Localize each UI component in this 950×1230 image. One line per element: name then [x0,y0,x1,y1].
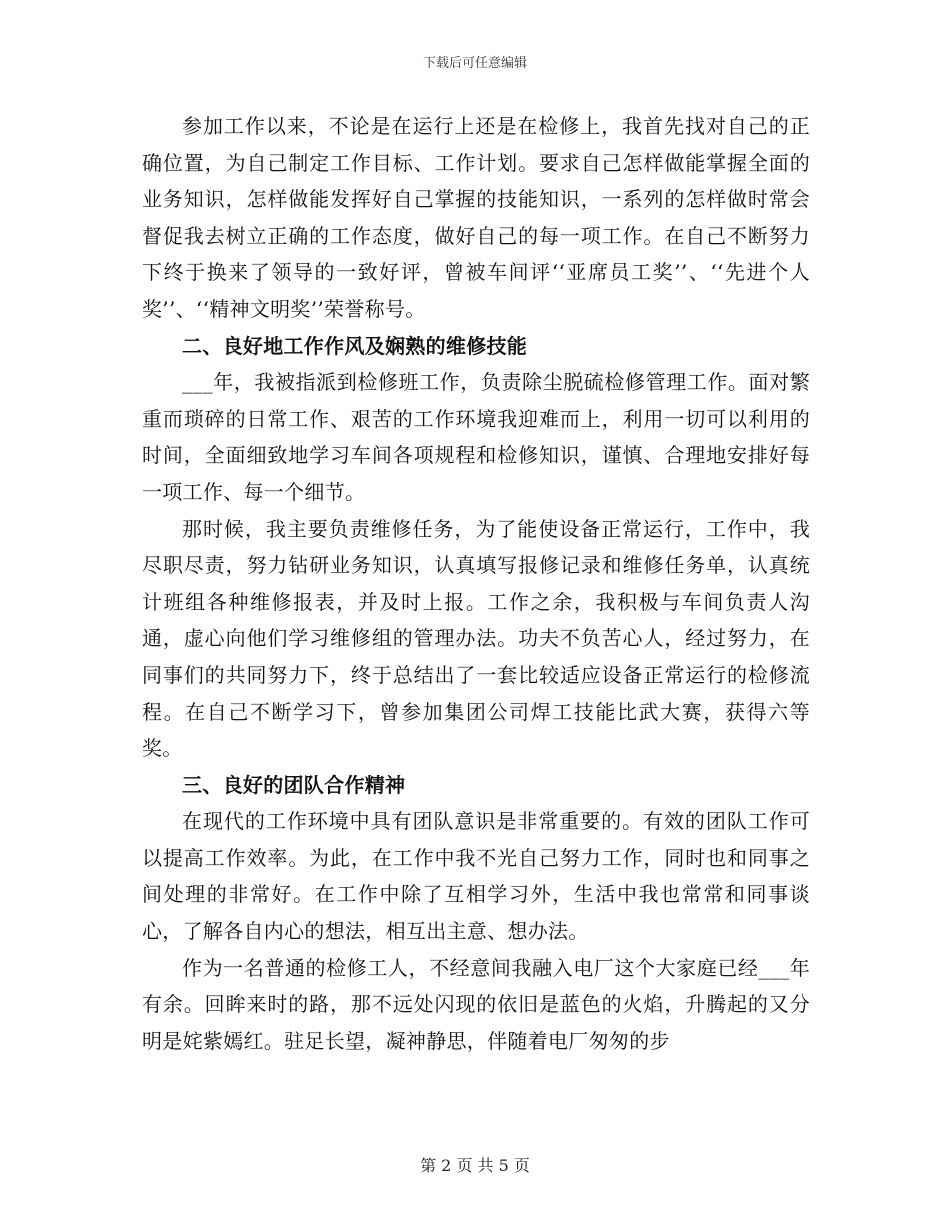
paragraph-maintenance-tasks: 那时候，我主要负责维修任务，为了能使设备正常运行，工作中，我尽职尽责，努力钻研业务知识，认真填写报修记录和维修任务单，认真统计班组各种维修报表，并及时上报。工作之余，我积极与车间负责人沟通，虚心向他们学习维修组的管理办法。功夫不负苦心人，经过努力，在同事们的共同努力下，终于总结出了一套比较适应设备正常运行的检修流程。在自己不断学习下，曾参加集团公司焊工技能比武大赛，获得六等奖。 [142,516,810,761]
paragraph-team-awareness: 在现代的工作环境中具有团队意识是非常重要的。有效的团队工作可以提高工作效率。为此，在工作中我不光自己努力工作，同时也和同事之间处理的非常好。在工作中除了互相学习外，生活中我也常常和同事谈心，了解各自内心的想法，相互出主意、想办法。 [142,809,810,944]
document-body [142,108,810,1059]
page-number: 第 2 页 共 5 页 [420,1156,530,1175]
page-header-note: 下载后可任意编辑 [422,56,527,71]
paragraph-maintenance-assignment: ___年，我被指派到检修班工作，负责除尘脱硫检修管理工作。面对繁重而琐碎的日常工作、艰苦的工作环境我迎难而上，利用一切可以利用的时间，全面细致地学习车间各项规程和检修知识，谨慎、合理地安排好每一项工作、每一个细节。 [142,370,810,504]
section-heading-work-style: 二、良好地工作作风及娴熟的维修技能 [182,333,528,358]
paragraph-reflection: 作为一名普通的检修工人，不经意间我融入电厂这个大家庭已经___年有余。回眸来时的路，那不远处闪现的依旧是蓝色的火焰，升腾起的又分明是姹紫嫣红。驻足长望，凝神静思，伴随着电厂匆匆的步 [142,955,810,1053]
section-heading-teamwork: 三、良好的团队合作精神 [182,772,406,797]
paragraph-work-attitude: 参加工作以来，不论是在运行上还是在检修上，我首先找对自己的正确位置，为自己制定工作目标、工作计划。要求自己怎样做能掌握全面的业务知识，怎样做能发挥好自己掌握的技能知识，一系列的怎样做时常会督促我去树立正确的工作态度，做好自己的每一项工作。在自己不断努力下终于换来了领导的一致好评，曾被车间评‘‘亚席员工奖’’、‘‘先进个人奖’’、‘‘精神文明奖’’荣誉称号。 [142,114,810,321]
